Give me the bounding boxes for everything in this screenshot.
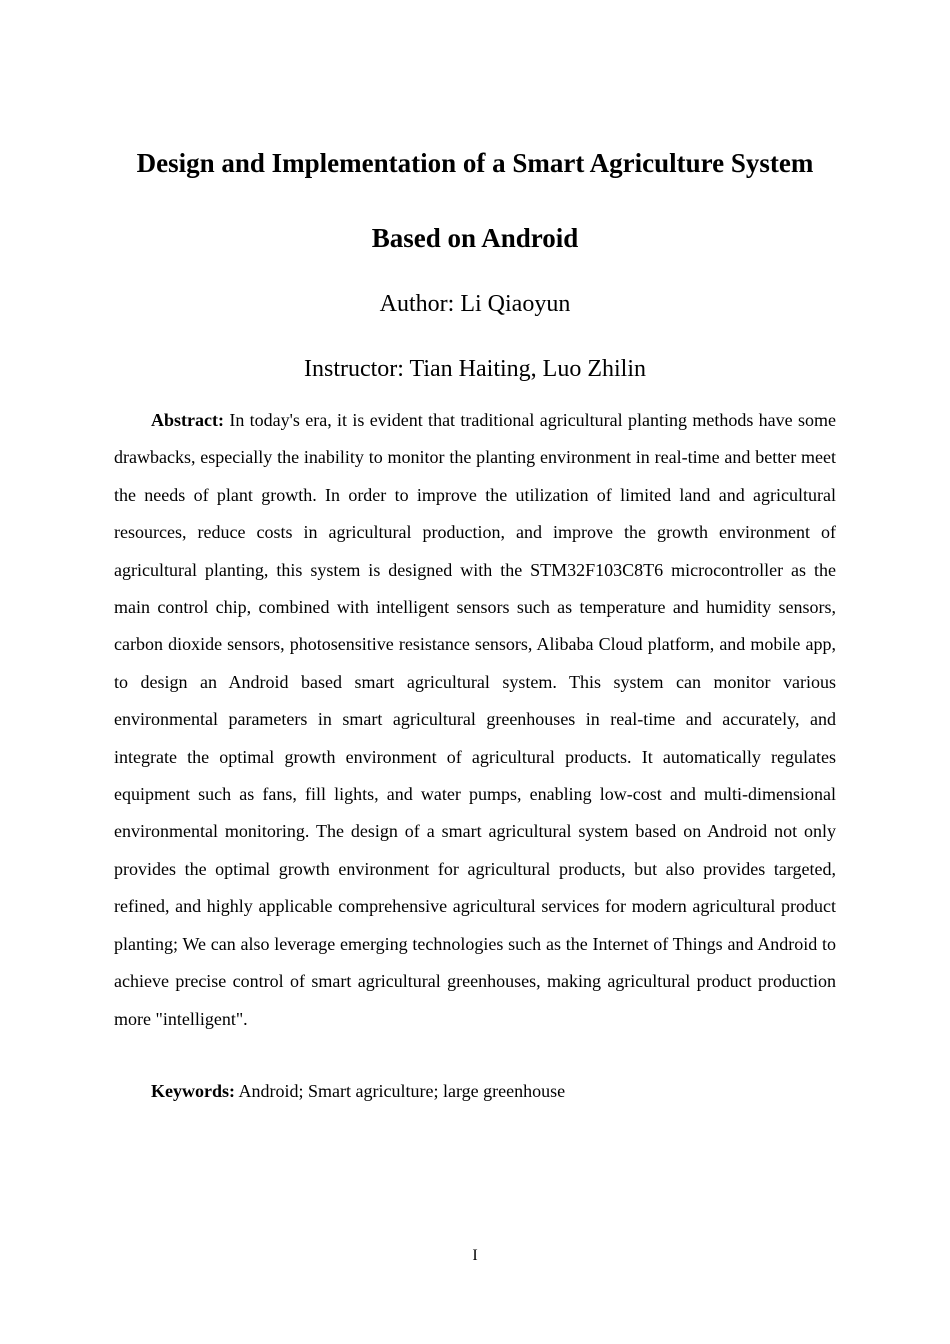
abstract-text: In today's era, it is evident that traditional agricultural planting methods have some drawbacks, especially the inability to monitor the planting environment in real-time and better meet the needs of plant growth. In order to improve the utilization of limited land and agricultural resources, reduce costs in agricultural production, and improve the growth environment of agricultural planting, this system is designed with the STM32F103C8T6 microcontroller as the main control chip, combined with intelligent sensors such as temperature and humidity sensors, carbon dioxide sensors, photosensitive resistance sensors, Alibaba Cloud platform, and mobile app, to design an Android based smart agricultural system. This system can monitor various environmental parameters in smart agricultural greenhouses in real-time and accurately, and integrate the optimal growth environment of agricultural products. It automatically regulates equipment such as fans, fill lights, and water pumps, enabling low-cost and multi-dimensional environmental monitoring. The design of a smart agricultural system based on Android not only provides the optimal growth environment for agricultural products, but also provides targeted, refined, and highly applicable comprehensive agricultural services for modern agricultural product planting; We can also leverage emerging technologies such as the Internet of Things and Android to achieve precise control of smart agricultural greenhouses, making agricultural product production more "intelligent". <box>114 410 836 1029</box>
keywords-text: Android; Smart agriculture; large greenhouse <box>238 1081 566 1101</box>
keywords-paragraph <box>114 1073 836 1110</box>
abstract-paragraph <box>114 402 836 1038</box>
instructor-line <box>0 354 950 384</box>
title-line-2: Based on Android <box>371 223 579 253</box>
author-line <box>0 289 950 319</box>
keywords-label: Keywords: <box>151 1081 235 1101</box>
author-name: Li Qiaoyun <box>460 291 571 317</box>
instructor-label: Instructor: <box>303 356 404 382</box>
instructor-names: Tian Haiting, Luo Zhilin <box>409 356 646 382</box>
page-number: I <box>472 1247 478 1264</box>
author-label: Author: <box>379 291 455 317</box>
abstract-label: Abstract: <box>151 410 224 430</box>
title-line-1: Design and Implementation of a Smart Agriculture System <box>136 148 814 178</box>
